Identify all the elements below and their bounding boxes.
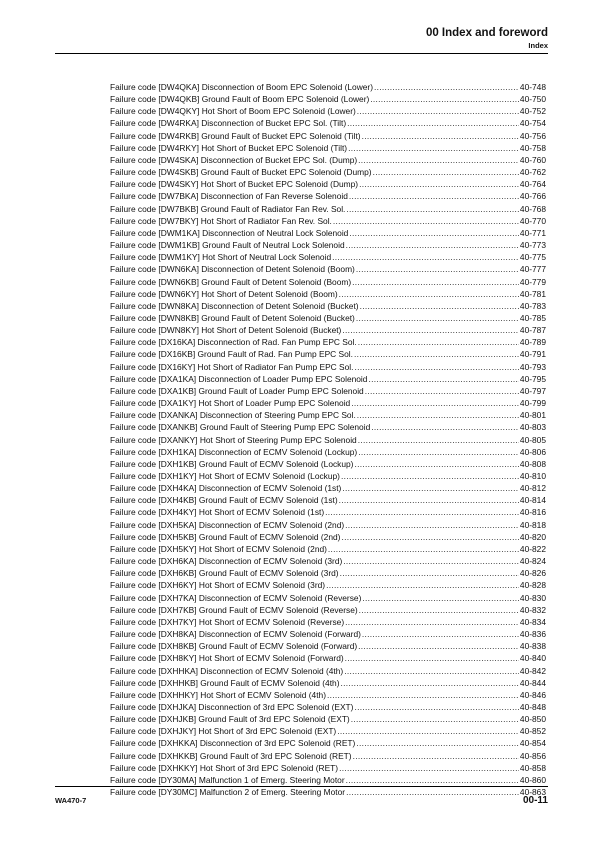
index-entry-page: 40-785 xyxy=(519,312,546,323)
index-entry-page: 40-789 xyxy=(519,337,546,348)
index-entry-title: Failure code [DW4SKB] Ground Fault of Bucket EPC Solenoid (Dump) xyxy=(110,167,372,178)
index-entry-page: 40-828 xyxy=(519,580,546,591)
index-entry-page: 40-803 xyxy=(519,422,546,433)
index-entry-title: Failure code [DWM1KA] Disconnection of Neutral Lock Solenoid xyxy=(110,227,349,238)
index-entry-page: 40-848 xyxy=(519,701,546,712)
index-entry-title: Failure code [DXH4KB] Ground Fault of ECMV Solenoid (1st) xyxy=(110,495,338,506)
index-entry-title: Failure code [DXHHKA] Disconnection of ECMV Solenoid (4th) xyxy=(110,665,344,676)
dot-leader xyxy=(339,494,519,506)
index-entry-page: 40-854 xyxy=(519,738,546,749)
dot-leader xyxy=(356,263,519,275)
index-entry[interactable] xyxy=(110,677,546,689)
index-entry-title: Failure code [DXH1KY] Hot Short of ECMV Solenoid (Lockup) xyxy=(110,471,340,481)
dot-leader xyxy=(327,689,519,701)
index-entry-page: 40-756 xyxy=(519,130,546,141)
index-entry-page: 40-805 xyxy=(519,434,546,445)
index-entry[interactable] xyxy=(110,348,546,360)
index-entry[interactable] xyxy=(110,592,546,604)
index-entry[interactable] xyxy=(110,397,546,409)
index-entry[interactable] xyxy=(110,385,546,397)
index-entry-page: 40-860 xyxy=(519,774,546,785)
index-entry-page: 40-760 xyxy=(519,154,546,165)
dot-leader xyxy=(339,762,519,774)
index-entry[interactable] xyxy=(110,324,546,336)
index-entry[interactable] xyxy=(110,312,546,324)
index-entry[interactable] xyxy=(110,616,546,628)
index-entry[interactable] xyxy=(110,203,546,215)
dot-leader xyxy=(348,142,519,154)
index-entry-title: Failure code [DXHKKY] Hot Short of 3rd EPC Solenoid (RET) xyxy=(110,762,339,773)
dot-leader xyxy=(358,446,519,458)
index-entry-title: Failure code [DXANKB] Ground Fault of Steering Pump EPC Solenoid xyxy=(110,422,371,433)
index-entry-page: 40-846 xyxy=(519,689,546,700)
index-entry[interactable] xyxy=(110,142,546,154)
index-entry-title: Failure code [DXH8KY] Hot Short of ECMV Solenoid (Forward) xyxy=(110,653,344,664)
index-entry-page: 40-840 xyxy=(519,653,546,664)
index-entry-title: Failure code [DW7BKA] Disconnection of Fan Reverse Solenoid xyxy=(110,191,348,202)
index-entry-title: Failure code [DX16KB] Ground Fault of Rad. Fan Pump EPC Sol. xyxy=(110,349,353,360)
index-entry-page: 40-752 xyxy=(519,106,546,117)
dot-leader xyxy=(351,397,519,409)
index-entry-page: 40-820 xyxy=(519,531,546,542)
dot-leader xyxy=(354,348,519,360)
index-entry-page: 40-838 xyxy=(519,641,546,652)
dot-leader xyxy=(346,239,519,251)
index-entry-page: 40-832 xyxy=(519,604,546,615)
index-entry-title: Failure code [DXA1KA] Disconnection of Loader Pump EPC Solenoid xyxy=(110,373,368,384)
index-entry[interactable] xyxy=(110,93,546,105)
index-entry[interactable] xyxy=(110,227,546,239)
index-entry[interactable] xyxy=(110,652,546,664)
index-entry-title: Failure code [DWN6KY] Hot Short of Detent Solenoid (Boom) xyxy=(110,288,338,299)
index-entry-title: Failure code [DW4QKA] Disconnection of Boom EPC Solenoid (Lower) xyxy=(110,82,373,92)
index-entry[interactable] xyxy=(110,762,546,774)
index-entry[interactable] xyxy=(110,166,546,178)
dot-leader xyxy=(343,555,519,567)
header-title: 00 Index and foreword xyxy=(425,27,548,39)
dot-leader xyxy=(358,336,519,348)
dot-leader xyxy=(357,409,519,421)
index-entry-page: 40-812 xyxy=(519,483,546,494)
index-entry-title: Failure code [DW4QKB] Ground Fault of Boom EPC Solenoid (Lower) xyxy=(110,94,370,105)
index-entry-title: Failure code [DY30MA] Malfunction 1 of Emerg. Steering Motor xyxy=(110,774,345,785)
index-entry-title: Failure code [DW7BKB] Ground Fault of Radiator Fan Rev. Sol. xyxy=(110,203,346,214)
footer-page-number: 00-11 xyxy=(522,795,548,806)
index-entry[interactable] xyxy=(110,725,546,737)
index-entry[interactable] xyxy=(110,288,546,300)
index-entry[interactable] xyxy=(110,458,546,470)
index-entry-title: Failure code [DXHJKB] Ground Fault of 3rd EPC Solenoid (EXT) xyxy=(110,714,350,725)
index-entry-page: 40-799 xyxy=(519,398,546,409)
index-entry-page: 40-764 xyxy=(519,179,546,190)
index-entry-page: 40-858 xyxy=(519,762,546,773)
index-entry[interactable] xyxy=(110,263,546,275)
index-entry-page: 40-783 xyxy=(519,300,546,311)
index-entry[interactable] xyxy=(110,446,546,458)
index-entry-page: 40-830 xyxy=(519,592,546,603)
index-entry[interactable] xyxy=(110,300,546,312)
index-entry-title: Failure code [DXHJKA] Disconnection of 3rd EPC Solenoid (EXT) xyxy=(110,701,354,712)
index-entry[interactable] xyxy=(110,494,546,506)
index-entry[interactable] xyxy=(110,421,546,433)
index-entry-page: 40-844 xyxy=(519,677,546,688)
index-entry[interactable] xyxy=(110,470,546,482)
index-entry-title: Failure code [DXA1KB] Ground Fault of Loader Pump EPC Solenoid xyxy=(110,385,364,396)
index-entry[interactable] xyxy=(110,701,546,713)
dot-leader xyxy=(337,725,519,737)
index-entry[interactable] xyxy=(110,251,546,263)
dot-leader xyxy=(340,677,518,689)
index-entry-page: 40-801 xyxy=(519,410,546,421)
dot-leader xyxy=(358,434,519,446)
dot-leader xyxy=(346,786,519,798)
dot-leader xyxy=(345,616,519,628)
index-entry-page: 40-822 xyxy=(519,543,546,554)
dot-leader xyxy=(359,604,519,616)
index-entry-title: Failure code [DWN8KB] Ground Fault of Detent Solenoid (Bucket) xyxy=(110,312,355,323)
dot-leader xyxy=(356,737,519,749)
index-entry[interactable] xyxy=(110,105,546,117)
index-entry-title: Failure code [DW4RKB] Ground Fault of Bucket EPC Solenoid (Tilt) xyxy=(110,130,361,141)
footer-model: WA470-7 xyxy=(55,796,87,805)
dot-leader xyxy=(342,324,519,336)
dot-leader xyxy=(362,130,519,142)
index-entry-title: Failure code [DW4SKA] Disconnection of Bucket EPC Sol. (Dump) xyxy=(110,154,358,165)
dot-leader xyxy=(371,421,519,433)
dot-leader xyxy=(341,470,519,482)
index-entry[interactable] xyxy=(110,154,546,166)
index-entry[interactable] xyxy=(110,336,546,348)
index-list xyxy=(110,81,546,798)
index-entry[interactable] xyxy=(110,737,546,749)
dot-leader xyxy=(339,288,519,300)
dot-leader xyxy=(351,713,519,725)
dot-leader xyxy=(349,190,519,202)
index-entry-title: Failure code [DXH8KA] Disconnection of ECMV Solenoid (Forward) xyxy=(110,629,361,640)
index-entry[interactable] xyxy=(110,640,546,652)
index-entry-page: 40-773 xyxy=(519,240,546,251)
dot-leader xyxy=(353,750,519,762)
index-entry[interactable] xyxy=(110,434,546,446)
index-entry-title: Failure code [DXHKKB] Ground Fault of 3rd EPC Solenoid (RET) xyxy=(110,750,352,761)
dot-leader xyxy=(333,215,519,227)
index-entry-page: 40-791 xyxy=(519,349,546,360)
dot-leader xyxy=(344,665,519,677)
dot-leader xyxy=(373,166,519,178)
dot-leader xyxy=(332,251,519,263)
index-entry-title: Failure code [DXHJKY] Hot Short of 3rd EPC Solenoid (EXT) xyxy=(110,726,337,737)
index-entry-title: Failure code [DW4RKA] Disconnection of Bucket EPC Sol. (Tilt) xyxy=(110,118,347,129)
index-entry-title: Failure code [DXH6KY] Hot Short of ECMV Solenoid (3rd) xyxy=(110,580,326,591)
index-entry-title: Failure code [DXANKY] Hot Short of Steering Pump EPC Solenoid xyxy=(110,434,357,445)
index-entry-title: Failure code [DXH7KY] Hot Short of ECMV Solenoid (Reverse) xyxy=(110,616,345,627)
index-entry[interactable] xyxy=(110,665,546,677)
index-entry-page: 40-852 xyxy=(519,726,546,737)
index-entry-page: 40-808 xyxy=(519,458,546,469)
index-entry-page: 40-806 xyxy=(519,446,546,457)
index-entry-title: Failure code [DY30MC] Malfunction 2 of Emerg. Steering Motor xyxy=(110,787,346,798)
dot-leader xyxy=(341,531,518,543)
index-entry[interactable] xyxy=(110,519,546,531)
index-entry-title: Failure code [DX16KA] Disconnection of Rad. Fan Pump EPC Sol. xyxy=(110,337,357,348)
dot-leader xyxy=(345,519,519,531)
dot-leader xyxy=(370,93,519,105)
index-entry-page: 40-768 xyxy=(519,203,546,214)
index-entry-title: Failure code [DWM1KB] Ground Fault of Neutral Lock Solenoid xyxy=(110,240,345,251)
dot-leader xyxy=(358,640,519,652)
dot-leader xyxy=(354,701,518,713)
index-entry-title: Failure code [DXH6KA] Disconnection of ECMV Solenoid (3rd) xyxy=(110,556,343,567)
index-entry-title: Failure code [DWN8KY] Hot Short of Detent Solenoid (Bucket) xyxy=(110,325,342,336)
footer-divider xyxy=(55,786,548,787)
index-entry[interactable] xyxy=(110,543,546,555)
index-entry-page: 40-863 xyxy=(519,787,546,798)
index-entry[interactable] xyxy=(110,190,546,202)
index-entry-title: Failure code [DXHHKY] Hot Short of ECMV Solenoid (4th) xyxy=(110,689,326,700)
index-entry-page: 40-836 xyxy=(519,629,546,640)
index-entry-title: Failure code [DXH5KY] Hot Short of ECMV Solenoid (2nd) xyxy=(110,543,327,554)
dot-leader xyxy=(360,300,519,312)
index-entry-title: Failure code [DW7BKY] Hot Short of Radiator Fan Rev. Sol. xyxy=(110,215,332,226)
index-entry-title: Failure code [DXH5KB] Ground Fault of ECMV Solenoid (2nd) xyxy=(110,531,341,542)
index-entry-page: 40-775 xyxy=(519,252,546,263)
index-entry[interactable] xyxy=(110,750,546,762)
index-entry-title: Failure code [DXHKKA] Disconnection of 3rd EPC Solenoid (RET) xyxy=(110,738,356,749)
dot-leader xyxy=(349,227,519,239)
dot-leader xyxy=(346,203,519,215)
index-entry-page: 40-818 xyxy=(519,519,546,530)
index-entry[interactable] xyxy=(110,713,546,725)
index-entry-page: 40-771 xyxy=(519,227,546,238)
index-entry-page: 40-810 xyxy=(519,471,546,481)
index-entry-page: 40-787 xyxy=(519,325,546,336)
index-entry-title: Failure code [DXH5KA] Disconnection of ECMV Solenoid (2nd) xyxy=(110,519,345,530)
index-entry-title: Failure code [DXANKA] Disconnection of Steering Pump EPC Sol. xyxy=(110,410,356,421)
index-entry[interactable] xyxy=(110,786,546,798)
dot-leader xyxy=(362,592,519,604)
index-entry-page: 40-748 xyxy=(519,82,546,92)
index-entry-title: Failure code [DXHHKB] Ground Fault of ECMV Solenoid (4th) xyxy=(110,677,340,688)
index-entry[interactable] xyxy=(110,361,546,373)
index-entry-page: 40-793 xyxy=(519,361,546,372)
index-entry-page: 40-781 xyxy=(519,288,546,299)
index-entry[interactable] xyxy=(110,482,546,494)
index-entry-page: 40-762 xyxy=(519,167,546,178)
dot-leader xyxy=(354,361,518,373)
index-entry-title: Failure code [DW4RKY] Hot Short of Bucket EPC Solenoid (Tilt) xyxy=(110,142,348,153)
index-entry[interactable] xyxy=(110,531,546,543)
index-entry-page: 40-814 xyxy=(519,495,546,506)
index-entry-page: 40-834 xyxy=(519,616,546,627)
header-subtitle: Index xyxy=(528,41,548,50)
index-entry-page: 40-770 xyxy=(519,215,546,226)
index-entry[interactable] xyxy=(110,178,546,190)
index-entry-title: Failure code [DWN6KB] Ground Fault of Detent Solenoid (Boom) xyxy=(110,276,352,287)
index-entry-title: Failure code [DXH1KB] Ground Fault of ECMV Solenoid (Lockup) xyxy=(110,458,354,469)
index-entry[interactable] xyxy=(110,567,546,579)
dot-leader xyxy=(356,312,519,324)
index-entry[interactable] xyxy=(110,604,546,616)
index-entry-page: 40-795 xyxy=(519,373,546,384)
index-entry-page: 40-797 xyxy=(519,385,546,396)
dot-leader xyxy=(328,543,519,555)
dot-leader xyxy=(352,276,519,288)
dot-leader xyxy=(345,652,519,664)
dot-leader xyxy=(325,506,519,518)
index-entry-page: 40-816 xyxy=(519,507,546,518)
index-entry-title: Failure code [DXH7KB] Ground Fault of ECMV Solenoid (Reverse) xyxy=(110,604,358,615)
index-entry-title: Failure code [DWN8KA] Disconnection of Detent Solenoid (Bucket) xyxy=(110,300,359,311)
index-entry[interactable] xyxy=(110,555,546,567)
index-entry-page: 40-826 xyxy=(519,568,546,579)
index-entry[interactable] xyxy=(110,239,546,251)
dot-leader xyxy=(342,482,519,494)
index-entry-title: Failure code [DWM1KY] Hot Short of Neutral Lock Solenoid xyxy=(110,252,332,263)
index-entry-page: 40-758 xyxy=(519,142,546,153)
index-entry[interactable] xyxy=(110,628,546,640)
index-entry-page: 40-777 xyxy=(519,264,546,275)
index-entry[interactable] xyxy=(110,276,546,288)
dot-leader xyxy=(358,154,519,166)
dot-leader xyxy=(340,567,519,579)
index-entry-page: 40-766 xyxy=(519,191,546,202)
dot-leader xyxy=(365,385,519,397)
index-entry[interactable] xyxy=(110,579,546,591)
dot-leader xyxy=(362,628,519,640)
index-entry[interactable] xyxy=(110,774,546,786)
index-entry-page: 40-856 xyxy=(519,750,546,761)
index-entry[interactable] xyxy=(110,130,546,142)
index-entry[interactable] xyxy=(110,506,546,518)
dot-leader xyxy=(374,81,519,93)
index-entry-title: Failure code [DWN6KA] Disconnection of Detent Solenoid (Boom) xyxy=(110,264,355,275)
dot-leader xyxy=(368,373,518,385)
index-entry[interactable] xyxy=(110,117,546,129)
dot-leader xyxy=(326,579,519,591)
index-entry-title: Failure code [DXH6KB] Ground Fault of ECMV Solenoid (3rd) xyxy=(110,568,339,579)
dot-leader xyxy=(354,458,518,470)
index-entry-title: Failure code [DXH7KA] Disconnection of ECMV Solenoid (Reverse) xyxy=(110,592,362,603)
index-entry-title: Failure code [DXH4KY] Hot Short of ECMV Solenoid (1st) xyxy=(110,507,325,518)
index-entry-title: Failure code [DX16KY] Hot Short of Radiator Fan Pump EPC Sol. xyxy=(110,361,354,372)
index-entry[interactable] xyxy=(110,81,546,93)
index-entry[interactable] xyxy=(110,689,546,701)
index-entry[interactable] xyxy=(110,215,546,227)
header-divider xyxy=(55,53,548,54)
dot-leader xyxy=(357,105,519,117)
index-entry-title: Failure code [DXH8KB] Ground Fault of ECMV Solenoid (Forward) xyxy=(110,641,358,652)
index-entry-page: 40-779 xyxy=(519,276,546,287)
index-entry-title: Failure code [DXH1KA] Disconnection of ECMV Solenoid (Lockup) xyxy=(110,446,358,457)
index-entry-title: Failure code [DW4QKY] Hot Short of Boom EPC Solenoid (Lower) xyxy=(110,106,356,117)
index-entry-title: Failure code [DXH4KA] Disconnection of ECMV Solenoid (1st) xyxy=(110,483,342,494)
index-entry-page: 40-750 xyxy=(519,94,546,105)
index-entry-page: 40-850 xyxy=(519,714,546,725)
index-entry-page: 40-842 xyxy=(519,665,546,676)
dot-leader xyxy=(346,774,519,786)
dot-leader xyxy=(359,178,519,190)
index-entry-title: Failure code [DXA1KY] Hot Short of Loader Pump EPC Solenoid xyxy=(110,398,351,409)
index-entry[interactable] xyxy=(110,409,546,421)
index-entry-title: Failure code [DW4SKY] Hot Short of Bucket EPC Solenoid (Dump) xyxy=(110,179,359,190)
dot-leader xyxy=(347,117,519,129)
index-entry-page: 40-824 xyxy=(519,556,546,567)
index-entry-page: 40-754 xyxy=(519,118,546,129)
index-entry[interactable] xyxy=(110,373,546,385)
